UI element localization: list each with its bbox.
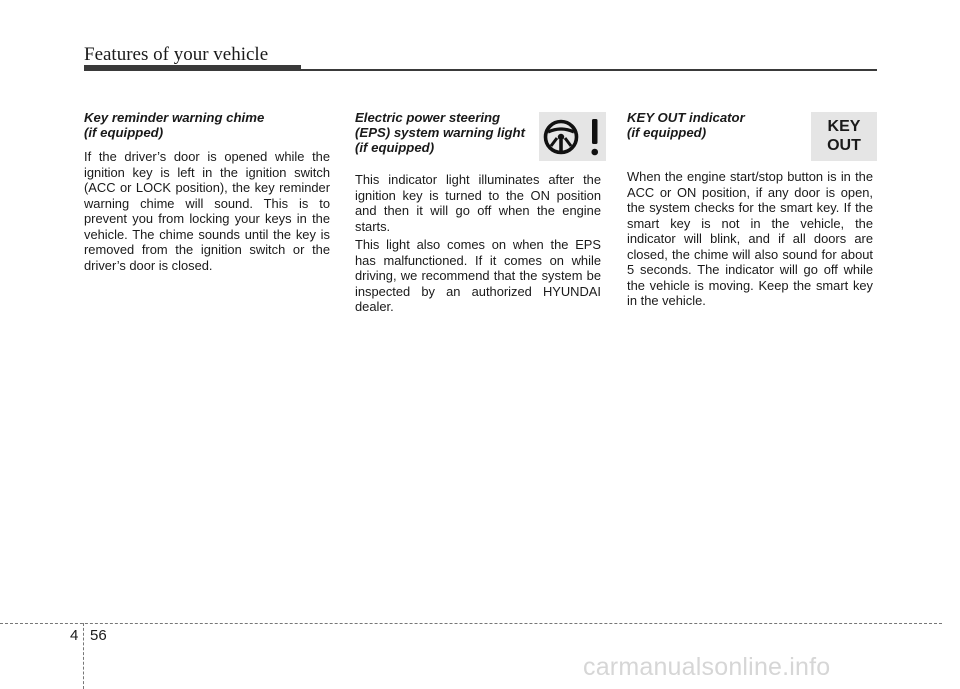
page-number: 56 bbox=[90, 627, 107, 644]
footer-rule bbox=[0, 623, 942, 624]
page-title: Features of your vehicle bbox=[84, 44, 269, 65]
section-body: If the driver’s door is opened while the ignition key is left in the ignition switch (ACC or LOCK position), the key reminder warning chime will sound. This is to prevent you from locking your keys in the vehicle. The chime sounds until the key is removed from the ignition switch or the driver’s door is closed. bbox=[84, 149, 330, 273]
section-heading: Key reminder warning chime (if equipped) bbox=[84, 110, 265, 140]
section-body: This indicator light illuminates after the ignition key is turned to the ON position and then it will go off when the engine starts. bbox=[355, 172, 601, 234]
chapter-number: 4 bbox=[70, 627, 79, 644]
key-out-label-line1: KEY bbox=[827, 118, 861, 135]
eps-warning-icon bbox=[539, 112, 606, 161]
key-out-indicator-icon bbox=[811, 112, 877, 161]
section-heading: KEY OUT indicator (if equipped) bbox=[627, 110, 745, 140]
header-bar bbox=[84, 65, 301, 71]
header-rule bbox=[301, 69, 877, 71]
section-heading: Electric power steering (EPS) system warning light (if equipped) bbox=[355, 110, 526, 155]
section-body: This light also comes on when the EPS has malfunctioned. If it comes on while driving, we recommend that the system be inspected by an authorized HYUNDAI dealer. bbox=[355, 237, 601, 314]
footer-divider bbox=[83, 623, 84, 689]
section-key-reminder bbox=[84, 110, 330, 273]
section-body: When the engine start/stop button is in the ACC or ON position, if any door is open, the system checks for the smart key. If the smart key is not in the vehicle, the indicator will blink, and if all doors are closed, the chime will also sound for about 5 seconds. The indicator will go off while the vehicle is moving. Keep the smart key in the vehicle. bbox=[627, 169, 873, 308]
key-out-label-line2: OUT bbox=[827, 137, 861, 154]
watermark: carmanualsonline.info bbox=[583, 653, 831, 681]
